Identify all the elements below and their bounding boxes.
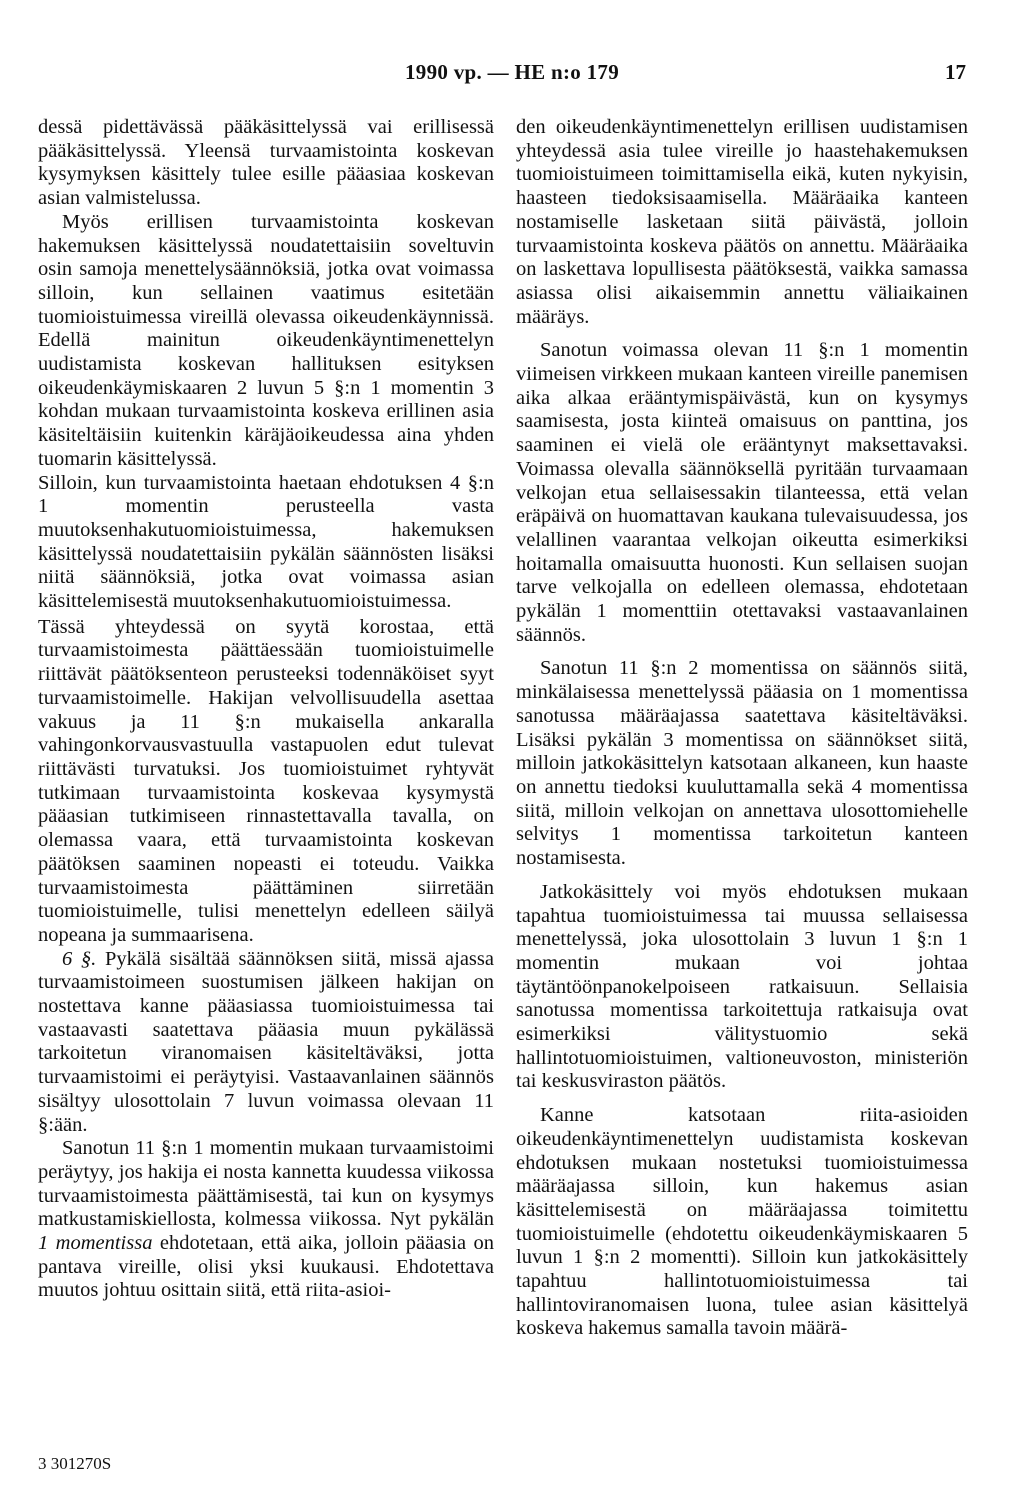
section-lead: 6 §. xyxy=(62,947,97,970)
paragraph-text: Pykälä sisältää säännöksen siitä, missä ajassa turvaamistoimeen suostumisen jälkeen hakijan on nostettava kanne pääasiassa tuomioistuimessa tai vastaavasti saatettava pääasia muun pykälässä tarkoitetun viranomaisen käsiteltäväksi, jotta turvaamistoimi ei peräytyisi. Vastaavanlainen säännös sisältyy ulosottolain 7 luvun voimassa olevaan 11 §:ään. xyxy=(38,947,494,1136)
print-code: 3 301270S xyxy=(38,1454,112,1473)
paragraph-text: ehdotetaan, että aika, jolloin pääasia on pantava vireille, olisi yksi kuukausi. Ehdotettava muutos johtuu osittain siitä, että riita-asioi- xyxy=(38,1232,494,1302)
paragraph: den oikeudenkäyntimenettelyn erillisen uudistamisen yhteydessä asia tulee vireille jo haastehakemuksen tuomioistuimeen toimittamisella eikä, kuten nykyisin, haasteen tiedoksisaamisella. Määräaika kanteen nostamiselle lasketaan siitä päivästä, jolloin turvaamistointa koskeva päätös on annettu. Määräaika on laskettava lopullisesta päätöksestä, vaikka samassa asiassa olisi aikaisemmin annettu väliaikainen määräys. xyxy=(516,116,968,328)
italic-term: 1 momentissa xyxy=(38,1232,153,1255)
paragraph: Kanne katsotaan riita-asioiden oikeudenkäyntimenettelyn uudistamista koskevan ehdotuksen mukaan nostetuksi tuomioistuimessa määräajassa silloin, kun hakemus asian käsittelemisestä on määräajassa toimitettu tuomioistuimelle (ehdotettu oikeudenkäymiskaaren 5 luvun 1 §:n 2 momentti). Silloin kun jatkokäsittely tapahtuu hallintotuomioistuimessa tai hallintoviranomaisen luona, tulee asian käsittelyä koskeva hakemus samalla tavoin määrä- xyxy=(516,1104,968,1340)
page-header xyxy=(0,60,1024,90)
page-number: 17 xyxy=(945,60,966,84)
document-title: 1990 vp. — HE n:o 179 xyxy=(405,60,619,84)
paragraph: dessä pidettävässä pääkäsittelyssä vai erillisessä pääkäsittelyssä. Yleensä turvaamistointa koskevan kysymyksen käsittely tulee esille pääasiaa koskevan asian valmistelussa. xyxy=(38,116,494,210)
paragraph: Jatkokäsittely voi myös ehdotuksen mukaan tapahtua tuomioistuimessa tai muussa sellaisessa menettelyssä, joka ulosottolain 3 luvun 1 §:n 1 momentin mukaan voi johtaa täytäntöönpanokelpoiseen ratkaisuun. Sellaisia sanotussa momentissa tarkoitettuja ratkaisuja ovat esimerkiksi välitystuomio sekä hallintotuomioistuimen, valtioneuvoston, ministeriön tai keskusviraston päätös. xyxy=(516,880,968,1093)
paragraph: Sanotun voimassa olevan 11 §:n 1 momentin viimeisen virkkeen mukaan kanteen vireille panemisen aika alkaa erääntymispäivästä, kun on kysymys saamisesta, josta kiinteä omaisuus on panttina, jos saaminen ei vielä ole erääntynyt maksettavaksi. Voimassa olevalla säännöksellä pyritään turvaamaan velkojan etua sellaisessakin tilanteessa, että velan eräpäivä on huomattavan kaukana tulevaisuudessa, jos velallinen vaarantaa velkojan oikeutta esimerkiksi hoitamalla omaisuutta huonosti. Kun sellaisen suojan tarve velkojalla on edelleen olemassa, ehdotetaan pykälän 1 momenttiin otettavaksi vastaavanlainen säännös. xyxy=(516,339,968,646)
paragraph xyxy=(38,948,494,1138)
paragraph-text: Sanotun 11 §:n 1 momentin mukaan turvaamistoimi peräytyy, jos hakija ei nosta kannetta kuudessa viikossa turvaamistoimesta päättämisestä, tai kun on kysymys matkustamiskiellosta, kolmessa viikossa. Nyt pykälän xyxy=(38,1137,494,1231)
paragraph xyxy=(38,1137,494,1303)
paragraph: Silloin, kun turvaamistointa haetaan ehdotuksen 4 §:n 1 momentin perusteella vasta muutoksenhakutuomioistuimessa, hakemuksen käsittelyssä noudatettaisiin pykälän säännösten lisäksi niitä säännöksiä, jotka ovat voimassa asian käsittelemisestä muutoksenhakutuomioistuimessa. xyxy=(38,471,494,613)
paragraph: Tässä yhteydessä on syytä korostaa, että turvaamistoimesta päättäessään tuomioistuimelle riittävät päätöksenteon perusteeksi todennäköiset syyt turvaamistoimelle. Hakijan velvollisuudella asettaa vakuus ja 11 §:n mukaisella ankaralla vahingonkorvausvastuulla vastapuolen edut tulevat riittävästi turvatuksi. Jos tuomioistuimet ryhtyvät tutkimaan turvaamistointa koskevaa kysymystä pääasian tutkimiseen rinnastettavalla tavalla, on olemassa vaara, että turvaamistointa koskevan päätöksen saaminen nopeasti ei toteudu. Vaikka turvaamistoimesta päättäminen siirretään tuomioistuimelle, tulisi menettelyn edelleen säilyä nopeana ja summaarisena. xyxy=(38,615,494,946)
right-column xyxy=(516,116,968,1341)
paragraph: Sanotun 11 §:n 2 momentissa on säännös siitä, minkälaisessa menettelyssä pääasia on 1 momentissa sanotussa määräajassa saatettava käsiteltäväksi. Lisäksi pykälän 3 momentissa on säännökset siitä, milloin jatkokäsittelyn katsotaan alkaneen, kun haaste on annettu tiedoksi kuuluttamalla sekä 4 momentissa siitä, milloin velkojan on annettava ulosottomiehelle selvitys 1 momentissa tarkoitetun kanteen nostamisesta. xyxy=(516,657,968,870)
paragraph: Myös erillisen turvaamistointa koskevan hakemuksen käsittelyssä noudatettaisiin soveltuvin osin samoja menettelysäännöksiä, jotka ovat voimassa silloin, kun sellainen vaatimus esitetään tuomioistuimessa vireillä olevassa oikeudenkäynnissä. Edellä mainitun oikeudenkäyntimenettelyn uudistamista koskevan hallituksen esityksen oikeudenkäymiskaaren 2 luvun 5 §:n 1 momentin 3 kohdan mukaan turvaamistointa koskeva erillinen asia käsiteltäisiin kuitenkin käräjäoikeudessa aina yhden tuomarin käsittelyssä. xyxy=(38,210,494,470)
left-column xyxy=(38,116,494,1303)
